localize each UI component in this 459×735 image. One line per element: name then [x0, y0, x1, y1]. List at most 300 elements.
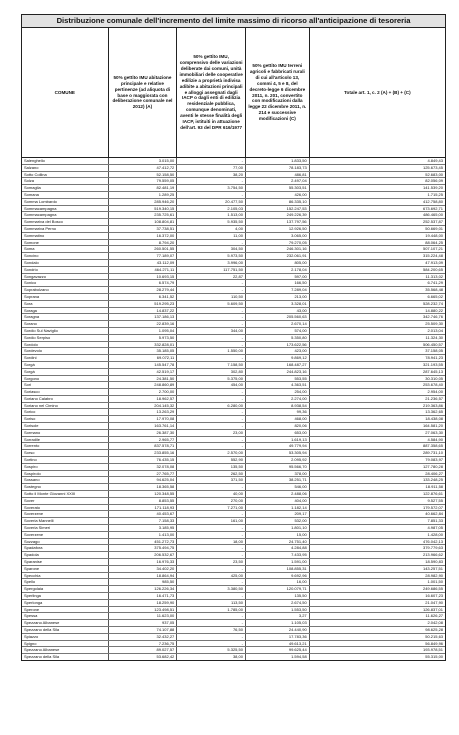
cell-comune: Soraga	[22, 308, 109, 314]
cell-value-a: 79.559,05	[109, 178, 178, 184]
table-row	[22, 464, 445, 471]
cell-comune: Sorisole	[22, 423, 109, 429]
cell-comune: Somaglia	[22, 185, 109, 191]
cell-comune: Soragna	[22, 314, 109, 320]
cell-value-a: 26.387,30	[109, 430, 178, 436]
cell-comune: Spezzano Albanese	[22, 647, 109, 653]
cell-value-t: 584.200,65	[422, 266, 444, 272]
cell-value-b: 22,87	[177, 274, 246, 280]
cell-value-t: 27.063,30	[425, 429, 444, 435]
cell-value-b: -	[177, 620, 246, 626]
cell-value-c: 2.178,04	[246, 267, 310, 273]
table-row	[22, 505, 445, 512]
cell-value-b: -	[177, 566, 246, 572]
cell-value-a: 32.432,27	[109, 634, 178, 640]
cell-value-t: 1.428,00	[427, 531, 444, 537]
cell-value-c: 152.247,53	[246, 206, 310, 212]
cell-value-a: 34.402,20	[109, 566, 178, 572]
cell-value-b: 1.785,00	[177, 607, 246, 613]
cell-comune: Songavazzo	[22, 274, 109, 280]
cell-comune: Soriano nel Cimino	[22, 403, 109, 409]
cell-comune: Spessa	[22, 613, 109, 619]
cell-value-b: 304,50	[177, 246, 246, 252]
cell-comune: Sordio Sul Naviglio	[22, 328, 109, 334]
table-row	[22, 199, 445, 206]
cell-value-a: 2.700,00	[109, 389, 178, 395]
cell-value-a: 8.794,20	[109, 240, 178, 246]
cell-comune: Soriso	[22, 416, 109, 422]
table-row	[22, 518, 445, 525]
cell-value-t: 179.572,07	[422, 504, 444, 510]
cell-value-t: 486.465,00	[422, 212, 444, 218]
cell-value-c: 423,00	[246, 348, 310, 354]
cell-value-t: 127.780,28	[422, 463, 444, 469]
cell-value-c: 1.591,00	[246, 559, 310, 565]
cell-value-b: -	[177, 192, 246, 198]
table-row	[22, 253, 445, 260]
cell-value-t: 213.966,62	[422, 552, 444, 558]
table-row	[22, 396, 445, 403]
cell-value-a: 1.095,04	[109, 328, 178, 334]
cell-value-c: 5.350,80	[246, 335, 310, 341]
cell-comune: Somma Lombardo	[22, 199, 109, 205]
cell-value-t: 50.215,63	[425, 633, 444, 639]
cell-value-c: 15,00	[246, 532, 310, 538]
cell-value-t: 25.509,30	[425, 321, 444, 327]
cell-value-t: 30.310,05	[425, 375, 444, 381]
cell-value-b: 113,50	[177, 600, 246, 606]
cell-value-b: 3.754,50	[177, 185, 246, 191]
table-row	[22, 491, 445, 498]
cell-value-c: 486,81	[246, 172, 310, 178]
cell-value-c: 4.363,51	[246, 382, 310, 388]
cell-value-t: 7.851,33	[427, 518, 444, 524]
cell-value-t: 19.448,00	[425, 232, 444, 238]
cell-value-t: 56.849,96	[425, 640, 444, 646]
cell-value-c: 1.833,50	[246, 158, 310, 164]
cell-value-b: -	[177, 593, 246, 599]
cell-value-b: 23,50	[177, 559, 246, 565]
cell-value-b: 135,50	[177, 464, 246, 470]
table-row	[22, 308, 445, 315]
table-row	[22, 450, 445, 457]
cell-value-b: 3.380,50	[177, 586, 246, 592]
cell-value-b: -	[177, 178, 246, 184]
cell-value-a: 233.855,16	[109, 450, 178, 456]
cell-value-t: 4.584,90	[427, 436, 444, 442]
cell-value-a: 375.494,75	[109, 545, 178, 551]
cell-comune: Sperlonga	[22, 600, 109, 606]
cell-value-a: 2.965,77	[109, 437, 178, 443]
table-row	[22, 158, 445, 165]
cell-comune: Sordolo	[22, 342, 109, 348]
table-row	[22, 471, 445, 478]
cell-value-b: 5.935,50	[177, 219, 246, 225]
cell-comune: Sora	[22, 301, 109, 307]
table-row	[22, 559, 445, 566]
cell-value-b: -	[177, 641, 246, 647]
cell-value-t: 37.158,05	[425, 348, 444, 354]
cell-value-t: 252.537,87	[422, 219, 444, 225]
cell-comune: Sparanise	[22, 559, 109, 565]
table-row	[22, 321, 445, 328]
cell-value-b: -	[177, 409, 246, 415]
cell-value-a: 94.625,04	[109, 477, 178, 483]
cell-comune: Soncino	[22, 253, 109, 259]
cell-value-a: 1.413,00	[109, 532, 178, 538]
cell-value-t: 4.849,43	[427, 158, 444, 163]
header-totale: Totale art. 1, c. 2 (A) + (B) + (C)	[344, 89, 411, 95]
cell-value-b: -	[177, 389, 246, 395]
cell-value-c: 1.182,14	[246, 505, 310, 511]
cell-value-c: 135,50	[246, 593, 310, 599]
cell-value-c: 24.440,90	[246, 627, 310, 633]
cell-value-b: -	[177, 314, 246, 320]
cell-value-t: 249.686,55	[422, 586, 444, 592]
cell-value-a: 18.365,58	[109, 484, 178, 490]
cell-value-c: 53.305,94	[246, 450, 310, 456]
cell-value-b: -	[177, 437, 246, 443]
cell-value-c: 426,00	[246, 192, 310, 198]
cell-value-a: 11.623,00	[109, 613, 178, 619]
table-row	[22, 403, 445, 410]
cell-value-c: 805,00	[246, 260, 310, 266]
table-row	[22, 654, 445, 660]
cell-value-b: 344,00	[177, 328, 246, 334]
cell-value-t: 6.665,02	[427, 293, 444, 299]
cell-value-b: -	[177, 552, 246, 558]
cell-comune: Sospiro	[22, 464, 109, 470]
cell-comune: Sorso	[22, 450, 109, 456]
cell-value-b: -	[177, 484, 246, 490]
cell-value-c: 1.594,58	[246, 654, 310, 660]
cell-comune: Sommariva del Bosco	[22, 219, 109, 225]
cell-value-c: 205.560,63	[246, 314, 310, 320]
cell-value-c: 12.926,50	[246, 226, 310, 232]
cell-value-a: 137.186,13	[109, 314, 178, 320]
table-row	[22, 511, 445, 518]
cell-value-c: 49.613,21	[246, 641, 310, 647]
cell-value-c: 244.823,16	[246, 369, 310, 375]
cell-value-a: 14.837,22	[109, 308, 178, 314]
cell-value-c: 209,17	[246, 511, 310, 517]
cell-value-a: 5.973,50	[109, 335, 178, 341]
cell-comune: Soverzene	[22, 511, 109, 517]
cell-value-t: 18.911,58	[425, 484, 444, 490]
cell-value-b: -	[177, 335, 246, 341]
table-row	[22, 437, 445, 444]
table-row	[22, 647, 445, 654]
cell-value-t: 321.193,55	[422, 361, 444, 367]
cell-value-a: 204.145,32	[109, 403, 178, 409]
cell-value-a: 7.158,33	[109, 518, 178, 524]
cell-value-c: 55.303,51	[246, 185, 310, 191]
cell-value-b: -	[177, 396, 246, 402]
cell-value-b: 5.375,00	[177, 376, 246, 382]
cell-value-t: 315.224,48	[422, 253, 444, 259]
cell-value-a: 126.226,34	[109, 586, 178, 592]
cell-comune: Somana	[22, 192, 109, 198]
cell-value-a: 985,50	[109, 579, 178, 585]
cell-value-a: 37.738,51	[109, 226, 178, 232]
cell-value-t: 16.607,23	[425, 593, 444, 598]
cell-comune: Specchia	[22, 573, 109, 579]
cell-value-t: 79.083,97	[425, 457, 444, 463]
cell-value-a: 3.015,00	[109, 158, 178, 164]
cell-value-t: 1.715,25	[427, 191, 444, 197]
table-row	[22, 579, 445, 586]
table-row	[22, 348, 445, 355]
cell-value-c: 2.274,00	[246, 396, 310, 402]
cell-comune: Sorano	[22, 321, 109, 327]
table-row	[22, 539, 445, 546]
cell-value-b: -	[177, 532, 246, 538]
table-row	[22, 525, 445, 532]
cell-comune: Sparone	[22, 566, 109, 572]
cell-value-t: 2.013,04	[427, 327, 444, 333]
cell-value-t: 82.056,09	[425, 178, 444, 184]
cell-value-b: 552,90	[177, 457, 246, 463]
cell-value-b: -	[177, 321, 246, 327]
cell-value-b: 38,00	[177, 654, 246, 660]
cell-value-t: 28.406,27	[425, 470, 444, 476]
cell-value-t: 78.941,23	[425, 355, 444, 361]
cell-value-c: 468,00	[246, 416, 310, 422]
cell-value-b: 371,50	[177, 477, 246, 483]
cell-value-t: 412.758,80	[422, 198, 444, 204]
cell-comune: Soveria Mannelli	[22, 518, 109, 524]
cell-value-c: 173.622,56	[246, 342, 310, 348]
cell-value-a: 22.839,16	[109, 321, 178, 327]
table-body	[21, 158, 446, 661]
cell-value-t: 289.731,10	[422, 450, 444, 456]
cell-value-c: 9.692,96	[246, 573, 310, 579]
cell-value-t: 21.236,57	[425, 395, 444, 401]
cell-value-c: 249.226,39	[246, 212, 310, 218]
cell-value-b: 40,00	[177, 491, 246, 497]
table-row	[22, 607, 445, 614]
table-row	[22, 294, 445, 301]
cell-value-a: 89.027,57	[109, 647, 178, 653]
cell-value-t: 40.662,84	[425, 511, 444, 517]
cell-value-c: 553,55	[246, 376, 310, 382]
cell-value-a: 18.962,57	[109, 396, 178, 402]
cell-comune: Spadola	[22, 552, 109, 558]
cell-value-c: 1.553,50	[246, 607, 310, 613]
cell-value-t: 122.876,61	[422, 491, 444, 497]
table-row	[22, 498, 445, 505]
cell-value-a: 837.578,71	[109, 443, 178, 449]
cell-comune: Soma	[22, 246, 109, 252]
cell-comune: Spadafora	[22, 545, 109, 551]
header-col-b: 50% gettito IMU, comprensivo delle variazioni deliberate dai comuni, unità immobiliari delle cooperative edilizie a proprietà indivisa adibite a abitazioni principali e alloggi assegnati dagli IACP o dagli enti di edilizia residenziale pubblica, comunque denominati, aventi le stesse finalità degli IACP, istituiti in attuazione dell'art. 93 del DPR 616/1977	[177, 28, 246, 157]
header-comune: COMUNE	[22, 28, 109, 157]
cell-value-a: 24.381,50	[109, 376, 178, 382]
table-row	[22, 430, 445, 437]
cell-value-a: 40.453,67	[109, 511, 178, 517]
cell-value-b: -	[177, 355, 246, 361]
table-row	[22, 376, 445, 383]
cell-value-c: 3.328,01	[246, 301, 310, 307]
cell-value-a: 42.519,17	[109, 369, 178, 375]
table-row	[22, 634, 445, 641]
cell-value-b: 110,50	[177, 294, 246, 300]
cell-comune: Salenghello	[22, 158, 109, 164]
cell-value-a: 451.272,73	[109, 539, 178, 545]
cell-value-c: 597,00	[246, 274, 310, 280]
cell-comune: Sormano	[22, 430, 109, 436]
cell-comune: Sorgà	[22, 369, 109, 375]
cell-value-c: 86.335,10	[246, 199, 310, 205]
cell-value-t: 507.107,21	[422, 246, 444, 252]
cell-value-c: 532,00	[246, 518, 310, 524]
cell-value-t: 11.626,27	[425, 613, 444, 619]
table-row	[22, 274, 445, 281]
table-row	[22, 280, 445, 287]
table-row	[22, 355, 445, 362]
table-row	[22, 219, 445, 226]
cell-comune: Spezzano della Sila	[22, 627, 109, 633]
cell-value-c: 166,50	[246, 280, 310, 286]
cell-value-t: 50.669,01	[425, 225, 444, 231]
cell-value-a: 171.118,93	[109, 505, 178, 511]
cell-value-a: 1.289,25	[109, 192, 178, 198]
cell-comune: Sospirolo	[22, 471, 109, 477]
table-row	[22, 600, 445, 607]
cell-value-t: 47.913,09	[425, 259, 444, 265]
cell-value-t: 506.450,57	[422, 341, 444, 347]
cell-value-b: -	[177, 280, 246, 286]
cell-comune: Sondalo	[22, 260, 109, 266]
table-row	[22, 287, 445, 294]
table-row	[22, 267, 445, 274]
cell-value-c: 7.289,04	[246, 287, 310, 293]
cell-value-c: 2.095,92	[246, 457, 310, 463]
cell-value-a: 28.279,44	[109, 287, 178, 293]
header-col-a: 50% gettito IMU abitazione principale e relative pertinenze (ad aliquota di base o maggiorata con deliberazione comunale nel 2012) (A)	[109, 28, 178, 157]
cell-value-t: 1.001,50	[427, 579, 444, 585]
cell-comune: Sorgono	[22, 376, 109, 382]
table-row	[22, 477, 445, 484]
cell-value-t: 143.257,51	[422, 565, 444, 571]
cell-value-b: -	[177, 287, 246, 293]
cell-value-a: 7.236,75	[109, 641, 178, 647]
cell-value-b: -	[177, 240, 246, 246]
cell-value-a: 10.693,15	[109, 274, 178, 280]
cell-value-t: 342.746,76	[422, 314, 444, 320]
cell-value-a: 248.860,89	[109, 382, 178, 388]
cell-value-b: 3.996,00	[177, 260, 246, 266]
table-row	[22, 314, 445, 321]
cell-value-c: 246.301,16	[246, 246, 310, 252]
table-row	[22, 246, 445, 253]
header-col-c: 50% gettito IMU terreni agricoli e fabbricati rurali di cui all'articolo 13, commi 4, 5 e 8, del decreto-legge 6 dicembre 2011, n. 201, convertito con modificazioni dalla legge 22 dicembre 2011, n. 214 e successive modificazioni (C)	[246, 28, 310, 157]
cell-comune: Sommacampagna	[22, 212, 109, 218]
cell-value-a: 519.340,15	[109, 206, 178, 212]
cell-value-c: 38.251,71	[246, 477, 310, 483]
cell-comune: Spergolaia	[22, 586, 109, 592]
cell-value-c: 3,27	[246, 613, 310, 619]
cell-value-t: 11.313,02	[425, 273, 444, 279]
cell-value-a: 35.185,05	[109, 348, 178, 354]
cell-value-a: 260.501,55	[109, 246, 178, 252]
table-row	[22, 212, 445, 219]
table-row	[22, 301, 445, 308]
cell-comune: Sperlinga	[22, 593, 109, 599]
cell-value-b: 425,00	[177, 573, 246, 579]
cell-value-a: 206.532,67	[109, 552, 178, 558]
cell-value-c: 108.855,31	[246, 566, 310, 572]
cell-value-c: 24.751,40	[246, 539, 310, 545]
cell-value-c: 1.619,13	[246, 437, 310, 443]
cell-value-a: 52.158,50	[109, 172, 178, 178]
cell-comune: Spigno	[22, 641, 109, 647]
table-row	[22, 532, 445, 539]
cell-value-b: 23,00	[177, 430, 246, 436]
cell-value-a: 163.761,14	[109, 423, 178, 429]
cell-value-t: 11.324,30	[425, 334, 444, 340]
document-table	[21, 14, 446, 661]
cell-comune: Sommacampagna	[22, 206, 109, 212]
cell-value-a: 18.259,90	[109, 600, 178, 606]
cell-comune: Somone	[22, 240, 109, 246]
cell-value-b: -	[177, 545, 246, 551]
cell-comune: Soverzene	[22, 532, 109, 538]
table-row	[22, 552, 445, 559]
cell-value-b: 38,20	[177, 172, 246, 178]
cell-value-c: 3.065,00	[246, 233, 310, 239]
cell-value-c: 7.433,95	[246, 552, 310, 558]
cell-comune: Sommariva Perno	[22, 226, 109, 232]
cell-value-c: 49.779,94	[246, 443, 310, 449]
cell-value-c: 79.270,05	[246, 240, 310, 246]
cell-value-c: 43,00	[246, 308, 310, 314]
table-row	[22, 342, 445, 349]
table-row	[22, 382, 445, 389]
cell-comune: Sotto il Monte Giovanni XXIII	[22, 491, 109, 497]
cell-value-b: -	[177, 613, 246, 619]
table-row	[22, 566, 445, 573]
table-row	[22, 457, 445, 464]
cell-value-b: 262,50	[177, 471, 246, 477]
table-row	[22, 389, 445, 396]
cell-value-b: 5.325,50	[177, 647, 246, 653]
cell-value-c: 95.566,70	[246, 464, 310, 470]
cell-value-c: 404,00	[246, 498, 310, 504]
table-row	[22, 613, 445, 620]
cell-value-c: 78.183,73	[246, 165, 310, 171]
table-row	[22, 328, 445, 335]
cell-value-a: 145.547,78	[109, 362, 178, 368]
cell-value-t: 55.315,00	[425, 654, 444, 660]
cell-value-b: -	[177, 511, 246, 517]
cell-value-b: 161,00	[177, 518, 246, 524]
cell-value-a: 69.072,11	[109, 355, 178, 361]
cell-value-b: 302,80	[177, 369, 246, 375]
cell-value-a: 16.372,00	[109, 233, 178, 239]
cell-value-b: 1.513,00	[177, 212, 246, 218]
cell-value-t: 887.358,65	[422, 443, 444, 449]
cell-comune: Solza	[22, 178, 109, 184]
cell-value-b: 5.973,50	[177, 253, 246, 259]
cell-value-a: 120.348,55	[109, 491, 178, 497]
cell-comune: Sonico	[22, 280, 109, 286]
table-row	[22, 586, 445, 593]
cell-value-t: 287.645,13	[422, 368, 444, 374]
cell-value-a: 76.435,15	[109, 457, 178, 463]
cell-value-c: 2.488,06	[246, 491, 310, 497]
table-row	[22, 260, 445, 267]
